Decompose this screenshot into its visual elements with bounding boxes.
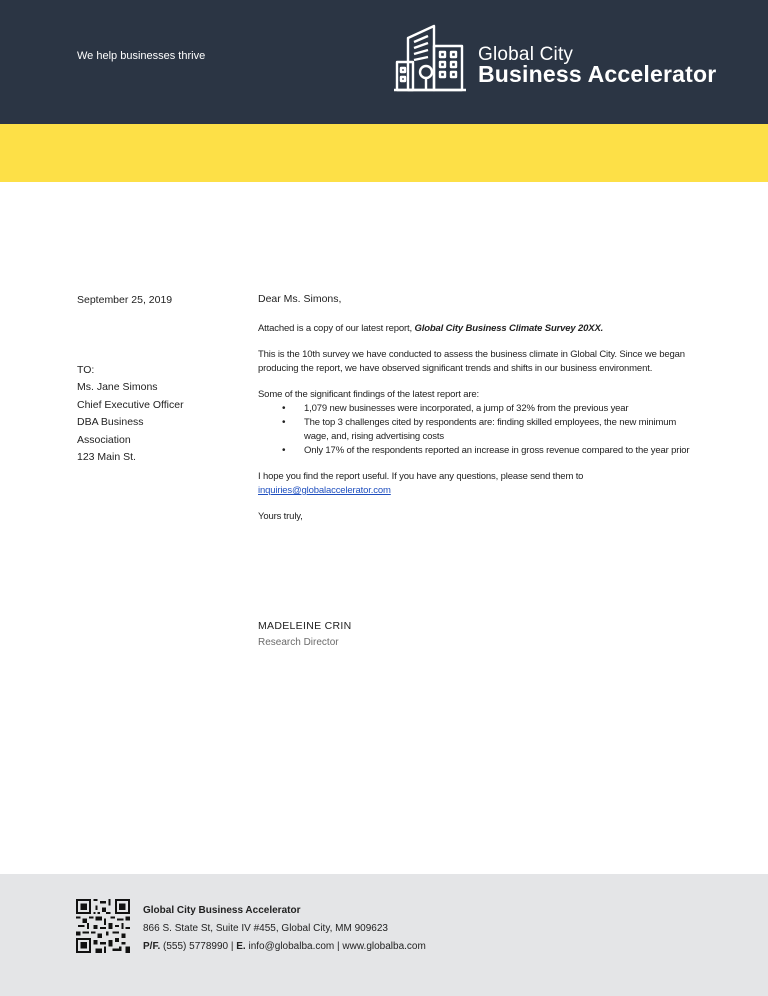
closing-paragraph xyxy=(258,470,698,498)
letter-body xyxy=(258,292,698,536)
city-buildings-icon xyxy=(394,24,466,94)
recipient-column xyxy=(77,292,187,467)
footer-contact-line xyxy=(143,938,426,956)
company-logo xyxy=(394,24,744,96)
contact-email-link[interactable]: inquiries@globalaccelerator.com xyxy=(258,485,391,496)
email-label: E. xyxy=(236,941,246,952)
paragraph-attachment-text: Attached is a copy of our latest report, xyxy=(258,323,415,334)
findings-list xyxy=(282,402,698,458)
phone-label: P/F. xyxy=(143,941,161,952)
footer-org-name: Global City Business Accelerator xyxy=(143,905,301,916)
footer-phone: (555) 5778990 xyxy=(163,941,229,952)
finding-item: • The top 3 challenges cited by respondents are: finding skilled employees, the new minimum wage, and, rising advertising costs xyxy=(282,416,698,444)
footer-separator: | xyxy=(230,941,234,952)
to-label: TO: xyxy=(77,363,95,376)
footer-separator: | xyxy=(337,941,340,952)
signoff: Yours truly, xyxy=(258,511,303,522)
findings-intro: Some of the significant findings of the latest report are: xyxy=(258,389,480,400)
footer-contact-block xyxy=(143,902,426,956)
tagline: We help businesses thrive xyxy=(77,50,206,62)
signer-name: MADELEINE CRIN xyxy=(258,620,352,632)
footer-address: 866 S. State St, Suite IV #455, Global City, MM 909623 xyxy=(143,923,388,934)
recipient-name: Ms. Jane Simons xyxy=(77,381,158,393)
letterhead-banner xyxy=(0,0,768,124)
recipient-org-line2: Association xyxy=(77,433,131,446)
logo-text-line1: Global City xyxy=(478,44,574,65)
paragraph-attachment xyxy=(258,322,698,336)
letter-date: September 25, 2019 xyxy=(77,294,173,306)
footer-email[interactable]: info@globalba.com xyxy=(248,941,335,952)
logo-text-line2: Business Accelerator xyxy=(478,61,717,87)
closing-paragraph-text: I hope you find the report useful. If you have any questions, please send them to xyxy=(258,471,584,482)
accent-band xyxy=(0,124,768,182)
qr-code-icon xyxy=(76,899,130,953)
footer-website[interactable]: www.globalba.com xyxy=(342,941,426,952)
recipient-title: Chief Executive Officer xyxy=(77,398,184,411)
paragraph-survey: This is the 10th survey we have conducted to assess the business climate in Global City. Since we began producing the report, we have observed significant trends and shifts in our business environment. xyxy=(258,349,685,374)
recipient-street: 123 Main St. xyxy=(77,451,136,463)
finding-item: • 1,079 new businesses were incorporated, a jump of 32% from the previous year xyxy=(282,402,698,416)
salutation: Dear Ms. Simons, xyxy=(258,293,342,305)
finding-item: • Only 17% of the respondents reported an increase in gross revenue compared to the year prior xyxy=(282,444,698,458)
signer-title: Research Director xyxy=(258,637,339,648)
report-title: Global City Business Climate Survey 20XX. xyxy=(414,323,604,334)
recipient-org-line1: DBA Business xyxy=(77,416,144,428)
